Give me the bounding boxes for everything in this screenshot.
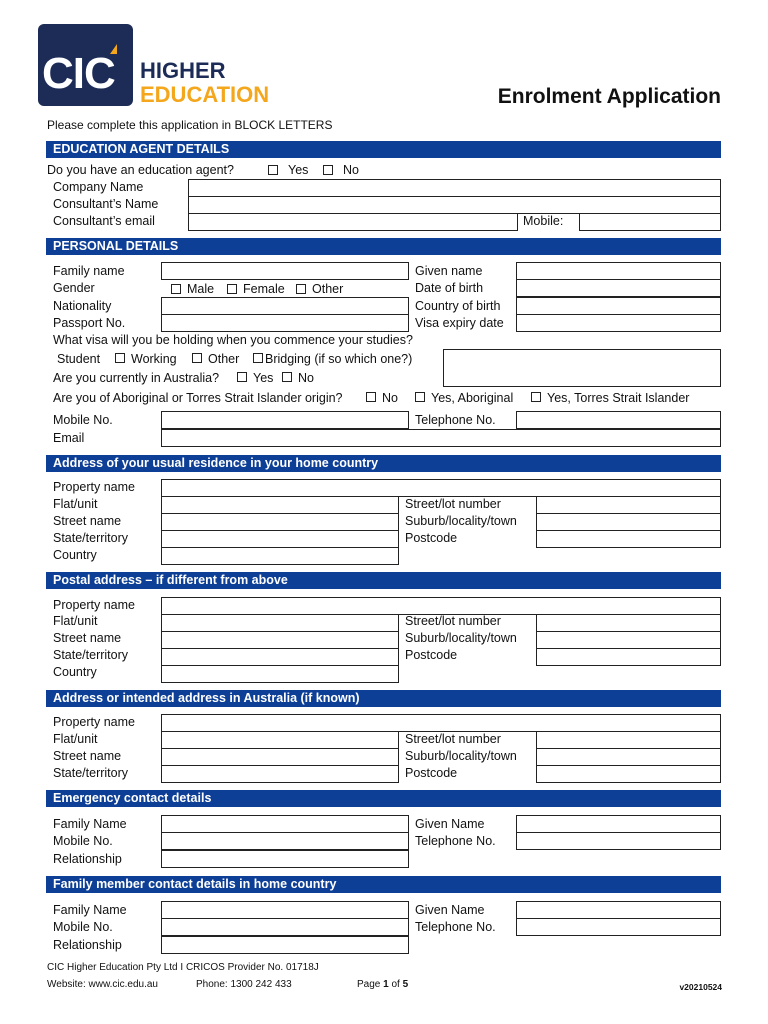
emergency-mobile-label: Mobile No. [53,834,113,848]
aus-postcode-label: Postcode [405,766,458,780]
emergency-relationship-field[interactable] [161,850,409,868]
consultant-name-field[interactable] [188,196,721,214]
postal-country-field[interactable] [161,665,399,683]
logo-mark: CIC [42,49,115,98]
footer-page-of: of [391,979,400,990]
family-telephone-label: Telephone No. [415,920,496,934]
aus-state-field[interactable] [161,765,399,783]
postal-state-label: State/territory [53,648,129,662]
nationality-label: Nationality [53,299,112,313]
gender-male-label: Male [187,282,215,296]
aus-street-name-field[interactable] [161,748,399,766]
aus-street-name-label: Street name [53,749,122,763]
aus-state-label: State/territory [53,766,129,780]
aus-street-lot-field[interactable] [536,731,721,749]
in-australia-yes-checkbox[interactable] [237,372,247,382]
agent-mobile-label: Mobile: [523,214,564,228]
postal-flat-label: Flat/unit [53,614,98,628]
torres-strait-label: Yes, Torres Strait Islander [547,391,690,405]
personal-mobile-label: Mobile No. [53,413,113,427]
gender-other-checkbox[interactable] [296,284,306,294]
home-country-field[interactable] [161,547,399,565]
aus-property-field[interactable] [161,714,721,732]
emergency-given-name-field[interactable] [516,815,721,833]
home-property-label: Property name [53,480,135,494]
consultant-name-label: Consultant’s Name [53,197,159,211]
family-name-field[interactable] [161,262,409,280]
postal-suburb-label: Suburb/locality/town [405,631,517,645]
personal-telephone-label: Telephone No. [415,413,496,427]
home-street-name-field[interactable] [161,513,399,531]
emergency-mobile-field[interactable] [161,832,409,850]
postal-property-label: Property name [53,598,135,612]
emergency-family-name-label: Family Name [53,817,127,831]
visa-expiry-field[interactable] [516,314,721,332]
family-family-name-label: Family Name [53,903,127,917]
postal-postcode-field[interactable] [536,648,721,666]
family-mobile-field[interactable] [161,918,409,936]
instruction-text: Please complete this application in BLOCK LETTERS [47,118,333,132]
family-relationship-label: Relationship [53,938,122,952]
family-given-name-field[interactable] [516,901,721,919]
postal-street-lot-field[interactable] [536,614,721,632]
postal-street-name-field[interactable] [161,631,399,649]
company-name-field[interactable] [188,179,721,197]
gender-label: Gender [53,281,95,295]
company-name-label: Company Name [53,180,144,194]
emergency-telephone-label: Telephone No. [415,834,496,848]
family-name-label: Family name [53,264,125,278]
home-postcode-label: Postcode [405,531,458,545]
gender-male-checkbox[interactable] [171,284,181,294]
visa-working-checkbox[interactable] [115,353,125,363]
bridging-visa-field[interactable] [443,349,721,387]
home-suburb-field[interactable] [536,513,721,531]
logo-accent-icon [110,44,117,54]
section-family-header: Family member contact details in home country [46,876,721,893]
postal-street-lot-label: Street/lot number [405,614,501,628]
aboriginal-yes-label: Yes, Aboriginal [431,391,514,405]
aus-street-lot-label: Street/lot number [405,732,501,746]
emergency-relationship-label: Relationship [53,852,122,866]
visa-other-label: Other [208,352,240,366]
home-state-label: State/territory [53,531,129,545]
aboriginal-question: Are you of Aboriginal or Torres Strait Islander origin? [53,391,343,405]
footer-page-total: 5 [402,979,409,990]
family-family-name-field[interactable] [161,901,409,919]
home-street-lot-label: Street/lot number [405,497,501,511]
section-emergency-header: Emergency contact details [46,790,721,807]
given-name-label: Given name [415,264,483,278]
footer-provider: CIC Higher Education Pty Ltd I CRICOS Provider No. 01718J [47,962,319,973]
dob-field[interactable] [516,279,721,297]
home-flat-field[interactable] [161,496,399,514]
aboriginal-no-checkbox[interactable] [366,392,376,402]
agent-no-label: No [343,163,359,177]
family-relationship-field[interactable] [161,936,409,954]
postal-flat-field[interactable] [161,614,399,632]
consultant-email-label: Consultant’s email [53,214,155,228]
agent-question: Do you have an education agent? [47,163,234,177]
footer-page-current: 1 [383,979,389,990]
in-australia-question: Are you currently in Australia? [53,371,220,385]
visa-expiry-label: Visa expiry date [415,316,504,330]
consultant-email-field[interactable] [188,213,518,231]
section-personal-header: PERSONAL DETAILS [46,238,721,255]
home-street-lot-field[interactable] [536,496,721,514]
agent-yes-checkbox[interactable] [268,165,278,175]
visa-question: What visa will you be holding when you commence your studies? [53,333,413,347]
visa-student-label: Student [57,352,101,366]
email-label: Email [53,431,85,445]
section-aus-address-header: Address or intended address in Australia (if known) [46,690,721,707]
in-australia-no-label: No [298,371,314,385]
gender-other-label: Other [312,282,344,296]
email-field[interactable] [161,429,721,447]
aboriginal-no-label: No [382,391,398,405]
postal-property-field[interactable] [161,597,721,615]
in-australia-no-checkbox[interactable] [282,372,292,382]
aus-suburb-field[interactable] [536,748,721,766]
home-flat-label: Flat/unit [53,497,98,511]
home-country-label: Country [53,548,97,562]
logo-line1: HIGHER [140,58,226,83]
page-title: Enrolment Application [497,85,721,108]
home-postcode-field[interactable] [536,530,721,548]
passport-field[interactable] [161,314,409,332]
visa-other-checkbox[interactable] [192,353,202,363]
aus-flat-field[interactable] [161,731,399,749]
postal-country-label: Country [53,665,97,679]
agent-yes-label: Yes [288,163,309,177]
aus-suburb-label: Suburb/locality/town [405,749,517,763]
home-street-name-label: Street name [53,514,122,528]
personal-telephone-field[interactable] [516,411,721,429]
section-agent-header: EDUCATION AGENT DETAILS [46,141,721,158]
emergency-family-name-field[interactable] [161,815,409,833]
aus-property-label: Property name [53,715,135,729]
torres-strait-checkbox[interactable] [531,392,541,402]
gender-female-label: Female [243,282,285,296]
agent-mobile-field[interactable] [579,213,721,231]
emergency-given-name-label: Given Name [415,817,485,831]
emergency-telephone-field[interactable] [516,832,721,850]
country-birth-label: Country of birth [415,299,501,313]
aboriginal-yes-checkbox[interactable] [415,392,425,402]
dob-label: Date of birth [415,281,484,295]
visa-working-label: Working [131,352,177,366]
footer-page-number [357,979,408,991]
personal-mobile-field[interactable] [161,411,409,429]
section-postal-header: Postal address – if different from above [46,572,721,589]
postal-street-name-label: Street name [53,631,122,645]
aus-postcode-field[interactable] [536,765,721,783]
postal-postcode-label: Postcode [405,648,458,662]
family-given-name-label: Given Name [415,903,485,917]
family-mobile-label: Mobile No. [53,920,113,934]
postal-suburb-field[interactable] [536,631,721,649]
footer-version: v20210524 [679,982,722,992]
agent-no-checkbox[interactable] [323,165,333,175]
footer-website: Website: www.cic.edu.au [47,979,158,990]
home-suburb-label: Suburb/locality/town [405,514,517,528]
visa-bridging-checkbox[interactable] [253,353,263,363]
in-australia-yes-label: Yes [253,371,274,385]
passport-label: Passport No. [53,316,126,330]
country-birth-field[interactable] [516,297,721,315]
home-property-field[interactable] [161,479,721,497]
given-name-field[interactable] [516,262,721,280]
footer-phone: Phone: 1300 242 433 [196,979,292,990]
aus-flat-label: Flat/unit [53,732,98,746]
gender-female-checkbox[interactable] [227,284,237,294]
family-telephone-field[interactable] [516,918,721,936]
visa-bridging-label: Bridging (if so which one?) [265,352,413,366]
logo-line2: EDUCATION [140,82,270,107]
home-state-field[interactable] [161,530,399,548]
nationality-field[interactable] [161,297,409,315]
footer-page-word: Page [357,979,381,990]
postal-state-field[interactable] [161,648,399,666]
section-home-address-header: Address of your usual residence in your home country [46,455,721,472]
